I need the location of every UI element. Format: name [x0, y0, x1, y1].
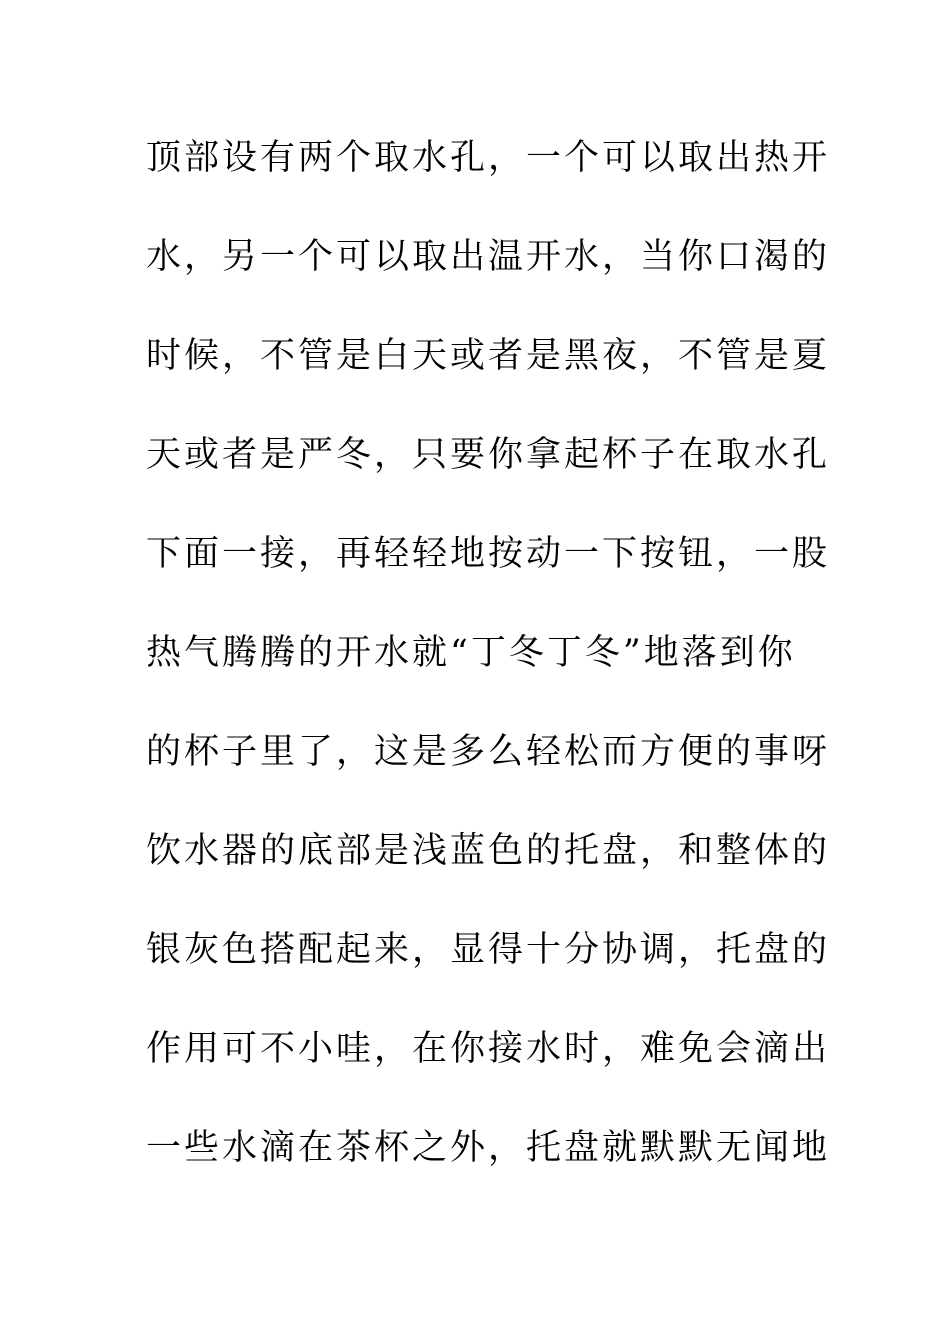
text-line-1: 顶部设有两个取水孔，一个可以取出热开 — [146, 138, 831, 178]
text-line-4: 天或者是严冬，只要你拿起杯子在取水孔 — [146, 435, 831, 475]
text-line-8: 饮水器的底部是浅蓝色的托盘，和整体的 — [146, 831, 831, 871]
text-line-5: 下面一接，再轻轻地按动一下按钮，一股 — [146, 534, 831, 574]
text-line-6: 热气腾腾的开水就“丁冬丁冬”地落到你 — [146, 633, 796, 673]
text-line-3: 时候，不管是白天或者是黑夜，不管是夏 — [146, 336, 831, 376]
text-line-7: 的杯子里了，这是多么轻松而方便的事呀 — [146, 732, 831, 772]
text-line-10: 作用可不小哇，在你接水时，难免会滴出 — [146, 1029, 831, 1069]
text-line-9: 银灰色搭配起来，显得十分协调，托盘的 — [146, 930, 831, 970]
text-line-2: 水，另一个可以取出温开水，当你口渴的 — [146, 237, 831, 277]
body-text — [146, 126, 831, 1215]
text-line-11: 一些水滴在茶杯之外，托盘就默默无闻地 — [146, 1128, 831, 1168]
